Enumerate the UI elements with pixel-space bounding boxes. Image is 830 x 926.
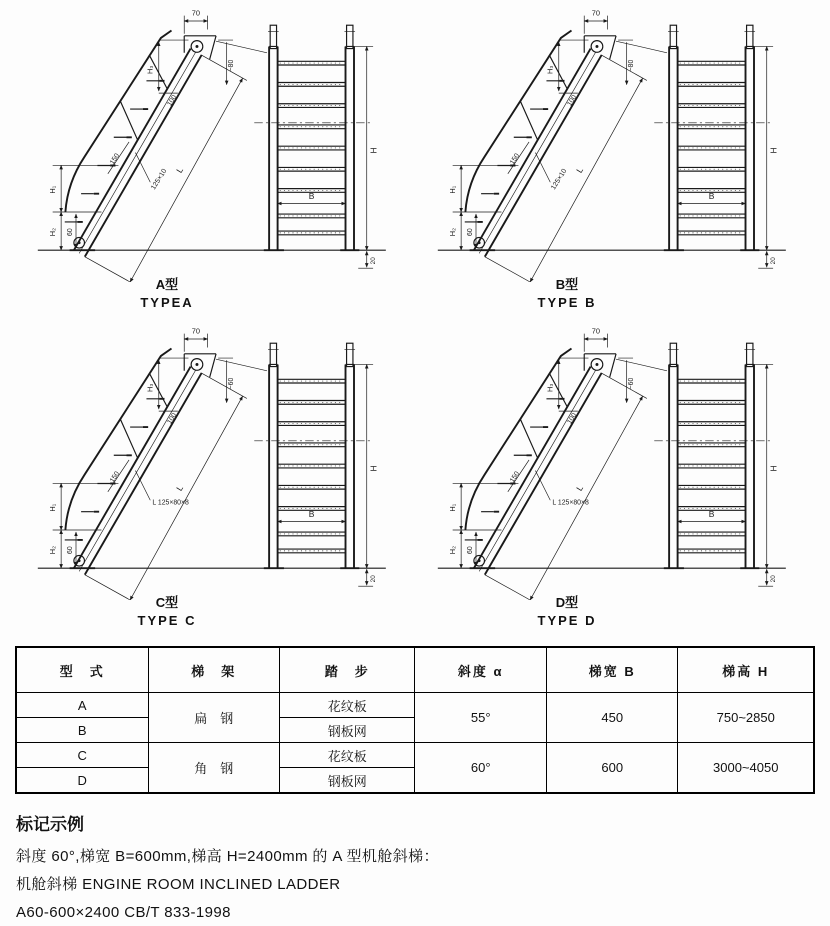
drawing-title-cn: D型 — [415, 594, 719, 612]
drawings-grid — [15, 4, 815, 640]
dim-top-label: 70 — [592, 9, 600, 18]
side-view — [48, 327, 267, 600]
dim-spacing-label: 150 — [109, 152, 121, 166]
cell-step: 花纹板 — [280, 693, 415, 718]
dim-height-label: H — [768, 147, 778, 153]
front-view — [654, 343, 778, 586]
cell-type: D — [16, 768, 148, 794]
dim-width-label: B — [309, 509, 315, 519]
col-header-step: 踏 步 — [280, 647, 415, 693]
table-row — [16, 693, 814, 718]
dim-spacing-label: 150 — [509, 152, 521, 166]
standard-drawing-sheet — [0, 4, 830, 919]
ladder-drawing — [15, 4, 415, 322]
col-header-height: 梯高 H — [678, 647, 814, 693]
dim-toe-label: 60 — [67, 228, 74, 236]
cell-type: B — [16, 718, 148, 743]
drawing-title-en: TYPE D — [415, 612, 719, 630]
ladder-drawing — [415, 322, 815, 640]
ladder-drawing — [415, 4, 815, 322]
dim-sill-label: 20 — [370, 575, 377, 583]
drawing-caption — [415, 276, 719, 311]
marking-example-line-1: 斜度 60°,梯宽 B=600mm,梯高 H=2400mm 的 A 型机舱斜梯： — [16, 843, 830, 871]
dim-clearance-label: ~80 — [228, 60, 235, 72]
ladder-drawing — [15, 322, 415, 640]
dim-h1-label: H₁ — [48, 503, 57, 511]
dim-h3-label: H₃ — [545, 384, 554, 392]
marking-example-heading: 标记示例 — [16, 810, 830, 835]
ladder-figure — [429, 322, 801, 600]
dim-length-label: L — [574, 483, 585, 493]
cell-step: 钢板网 — [280, 768, 415, 794]
dim-h2-label: H₂ — [448, 546, 457, 554]
dim-width-label: B — [309, 191, 315, 201]
dim-spacing-label: 150 — [109, 470, 121, 484]
cell-step: 钢板网 — [280, 718, 415, 743]
dim-h3-label: H₃ — [145, 384, 154, 392]
dim-top-label: 70 — [192, 9, 200, 18]
dim-height-label: H — [368, 147, 378, 153]
dim-toe-label: 60 — [467, 228, 474, 236]
dim-h1-label: H₁ — [448, 185, 457, 193]
cell-step: 花纹板 — [280, 743, 415, 768]
cell-type: A — [16, 693, 148, 718]
drawing-title-en: TYPE B — [415, 294, 719, 312]
dim-length-label: L — [174, 483, 185, 493]
dim-h1-label: H₁ — [48, 185, 57, 193]
dim-sill-label: 20 — [770, 257, 777, 265]
dim-h2-label: H₂ — [48, 228, 57, 236]
stringer-spec-label: 125×10 — [150, 168, 168, 191]
col-header-frame: 梯 架 — [148, 647, 280, 693]
drawing-title-cn: A型 — [15, 276, 319, 294]
drawing-caption — [15, 276, 319, 311]
dim-h2-label: H₂ — [48, 546, 57, 554]
ladder-figure — [29, 322, 401, 600]
stringer-spec-label: L 125×80×8 — [152, 500, 189, 507]
marking-example-line-3: A60-600×2400 CB/T 833-1998 — [16, 899, 830, 926]
col-header-type: 型 式 — [16, 647, 148, 693]
specification-table — [15, 646, 815, 794]
cell-width: 600 — [546, 743, 678, 794]
dim-clearance-label: ~60 — [628, 378, 635, 390]
side-view — [48, 9, 267, 282]
dim-h3-label: H₃ — [145, 66, 154, 74]
front-view — [254, 343, 378, 586]
dim-h2-label: H₂ — [448, 228, 457, 236]
cell-height: 3000~4050 — [678, 743, 814, 794]
stringer-spec-label: L 125×80×8 — [552, 500, 589, 507]
marking-example-block — [16, 810, 830, 926]
ladder-figure — [429, 4, 801, 282]
drawing-title-cn: B型 — [415, 276, 719, 294]
dim-h3-label: H₃ — [545, 66, 554, 74]
side-view — [448, 327, 667, 600]
col-header-slope: 斜度 α — [415, 647, 547, 693]
col-header-width: 梯宽 B — [546, 647, 678, 693]
cell-type: C — [16, 743, 148, 768]
dim-width-label: B — [709, 509, 715, 519]
front-view — [654, 25, 778, 268]
dim-spacing-label: 150 — [509, 470, 521, 484]
front-view — [254, 25, 378, 268]
stringer-spec-label: 125×10 — [550, 168, 568, 191]
dim-clearance-label: ~60 — [228, 378, 235, 390]
cell-frame: 角 钢 — [148, 743, 280, 794]
dim-width-label: B — [709, 191, 715, 201]
dim-clearance-label: ~80 — [628, 60, 635, 72]
cell-slope: 55° — [415, 693, 547, 743]
drawing-title-en: TYPE C — [15, 612, 319, 630]
drawing-title-en: TYPEA — [15, 294, 319, 312]
dim-length-label: L — [574, 165, 585, 175]
table-row — [16, 743, 814, 768]
dim-toe-label: 60 — [67, 546, 74, 554]
dim-toe-label: 60 — [467, 546, 474, 554]
dim-top-label: 70 — [192, 327, 200, 336]
drawing-caption — [415, 594, 719, 629]
side-view — [448, 9, 667, 282]
cell-frame: 扁 钢 — [148, 693, 280, 743]
cell-height: 750~2850 — [678, 693, 814, 743]
drawing-caption — [15, 594, 319, 629]
dim-sill-label: 20 — [770, 575, 777, 583]
dim-run-label: 100 — [566, 412, 578, 426]
marking-example-line-2: 机舱斜梯 ENGINE ROOM INCLINED LADDER — [16, 871, 830, 899]
dim-run-label: 100 — [166, 412, 178, 426]
dim-run-label: 100 — [566, 94, 578, 108]
dim-h1-label: H₁ — [448, 503, 457, 511]
cell-slope: 60° — [415, 743, 547, 794]
dim-height-label: H — [368, 465, 378, 471]
dim-sill-label: 20 — [370, 257, 377, 265]
dim-top-label: 70 — [592, 327, 600, 336]
dim-length-label: L — [174, 165, 185, 175]
dim-run-label: 100 — [166, 94, 178, 108]
cell-width: 450 — [546, 693, 678, 743]
ladder-figure — [29, 4, 401, 282]
dim-height-label: H — [768, 465, 778, 471]
drawing-title-cn: C型 — [15, 594, 319, 612]
